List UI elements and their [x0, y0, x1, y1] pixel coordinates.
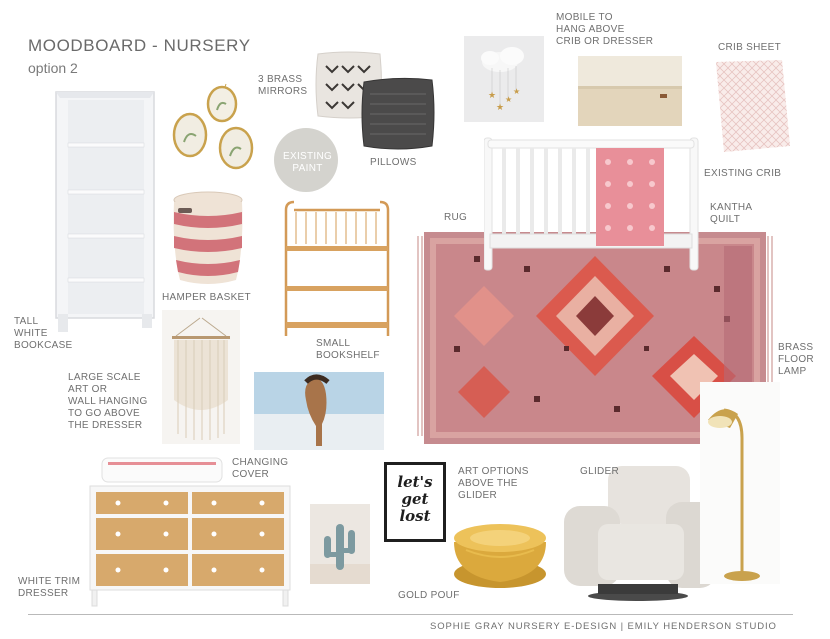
gold-pouf-label: GOLD POUF: [398, 590, 460, 601]
rug-label: RUG: [444, 212, 468, 223]
brass-lamp-label: BRASS FLOOR LAMP: [778, 342, 814, 377]
crib-image: [484, 134, 700, 274]
changing-cover-image: [100, 454, 224, 486]
paint-label: EXISTING PAINT: [283, 151, 333, 174]
dresser-image: [88, 484, 292, 608]
mobile-label: MOBILE TO HANG ABOVE CRIB OR DRESSER: [556, 12, 654, 47]
changing-cover-label: CHANGING COVER: [232, 457, 289, 480]
board-subtitle: option 2: [28, 60, 78, 76]
art-print-text: let's get lost: [397, 473, 433, 525]
svg-text:★: ★: [496, 103, 505, 113]
svg-text:★: ★: [513, 87, 521, 96]
svg-text:★: ★: [505, 95, 513, 104]
small-bookshelf-image: [278, 198, 396, 338]
mirrors-label: 3 BRASS MIRRORS: [258, 74, 308, 97]
bookcase-label: TALL WHITE BOOKCASE: [14, 316, 73, 351]
crib-sheet-image: [712, 56, 792, 156]
horse-photo: [254, 372, 384, 450]
hamper-label: HAMPER BASKET: [162, 292, 251, 303]
glider-label: GLIDER: [580, 466, 620, 477]
footer-credit: SOPHIE GRAY NURSERY E-DESIGN | EMILY HENDERSON STUDIO: [430, 621, 777, 632]
art-options-label: ART OPTIONS ABOVE THE GLIDER: [458, 466, 529, 501]
mobile-image: [464, 36, 544, 122]
board-title: MOODBOARD - NURSERY: [28, 36, 251, 55]
dresser-label: WHITE TRIM DRESSER: [18, 576, 81, 599]
crib-sheet-label: CRIB SHEET: [718, 42, 782, 53]
bookcase-image: [48, 88, 158, 338]
horse-landscape-photo: [578, 56, 682, 126]
pillows-image: [312, 46, 438, 156]
small-bookshelf-label: SMALL BOOKSHELF: [316, 338, 380, 361]
svg-text:★: ★: [488, 91, 497, 101]
gold-pouf-image: [452, 520, 548, 590]
pillows-label: PILLOWS: [370, 157, 417, 168]
large-art-label: LARGE SCALE ART OR WALL HANGING TO GO ABOVE THE DRESSER: [68, 372, 148, 431]
art-print-frame: [384, 462, 446, 542]
brass-mirrors-image: [170, 82, 260, 174]
glider-image: [558, 462, 720, 604]
hamper-basket-image: [170, 188, 246, 288]
existing-crib-label: EXISTING CRIB: [704, 168, 782, 179]
wall-hanging-image: [162, 310, 240, 444]
cactus-print: [310, 504, 370, 584]
footer-divider: [28, 614, 793, 615]
floor-lamp-image: [700, 382, 780, 584]
kantha-quilt-label: KANTHA QUILT: [710, 202, 753, 225]
